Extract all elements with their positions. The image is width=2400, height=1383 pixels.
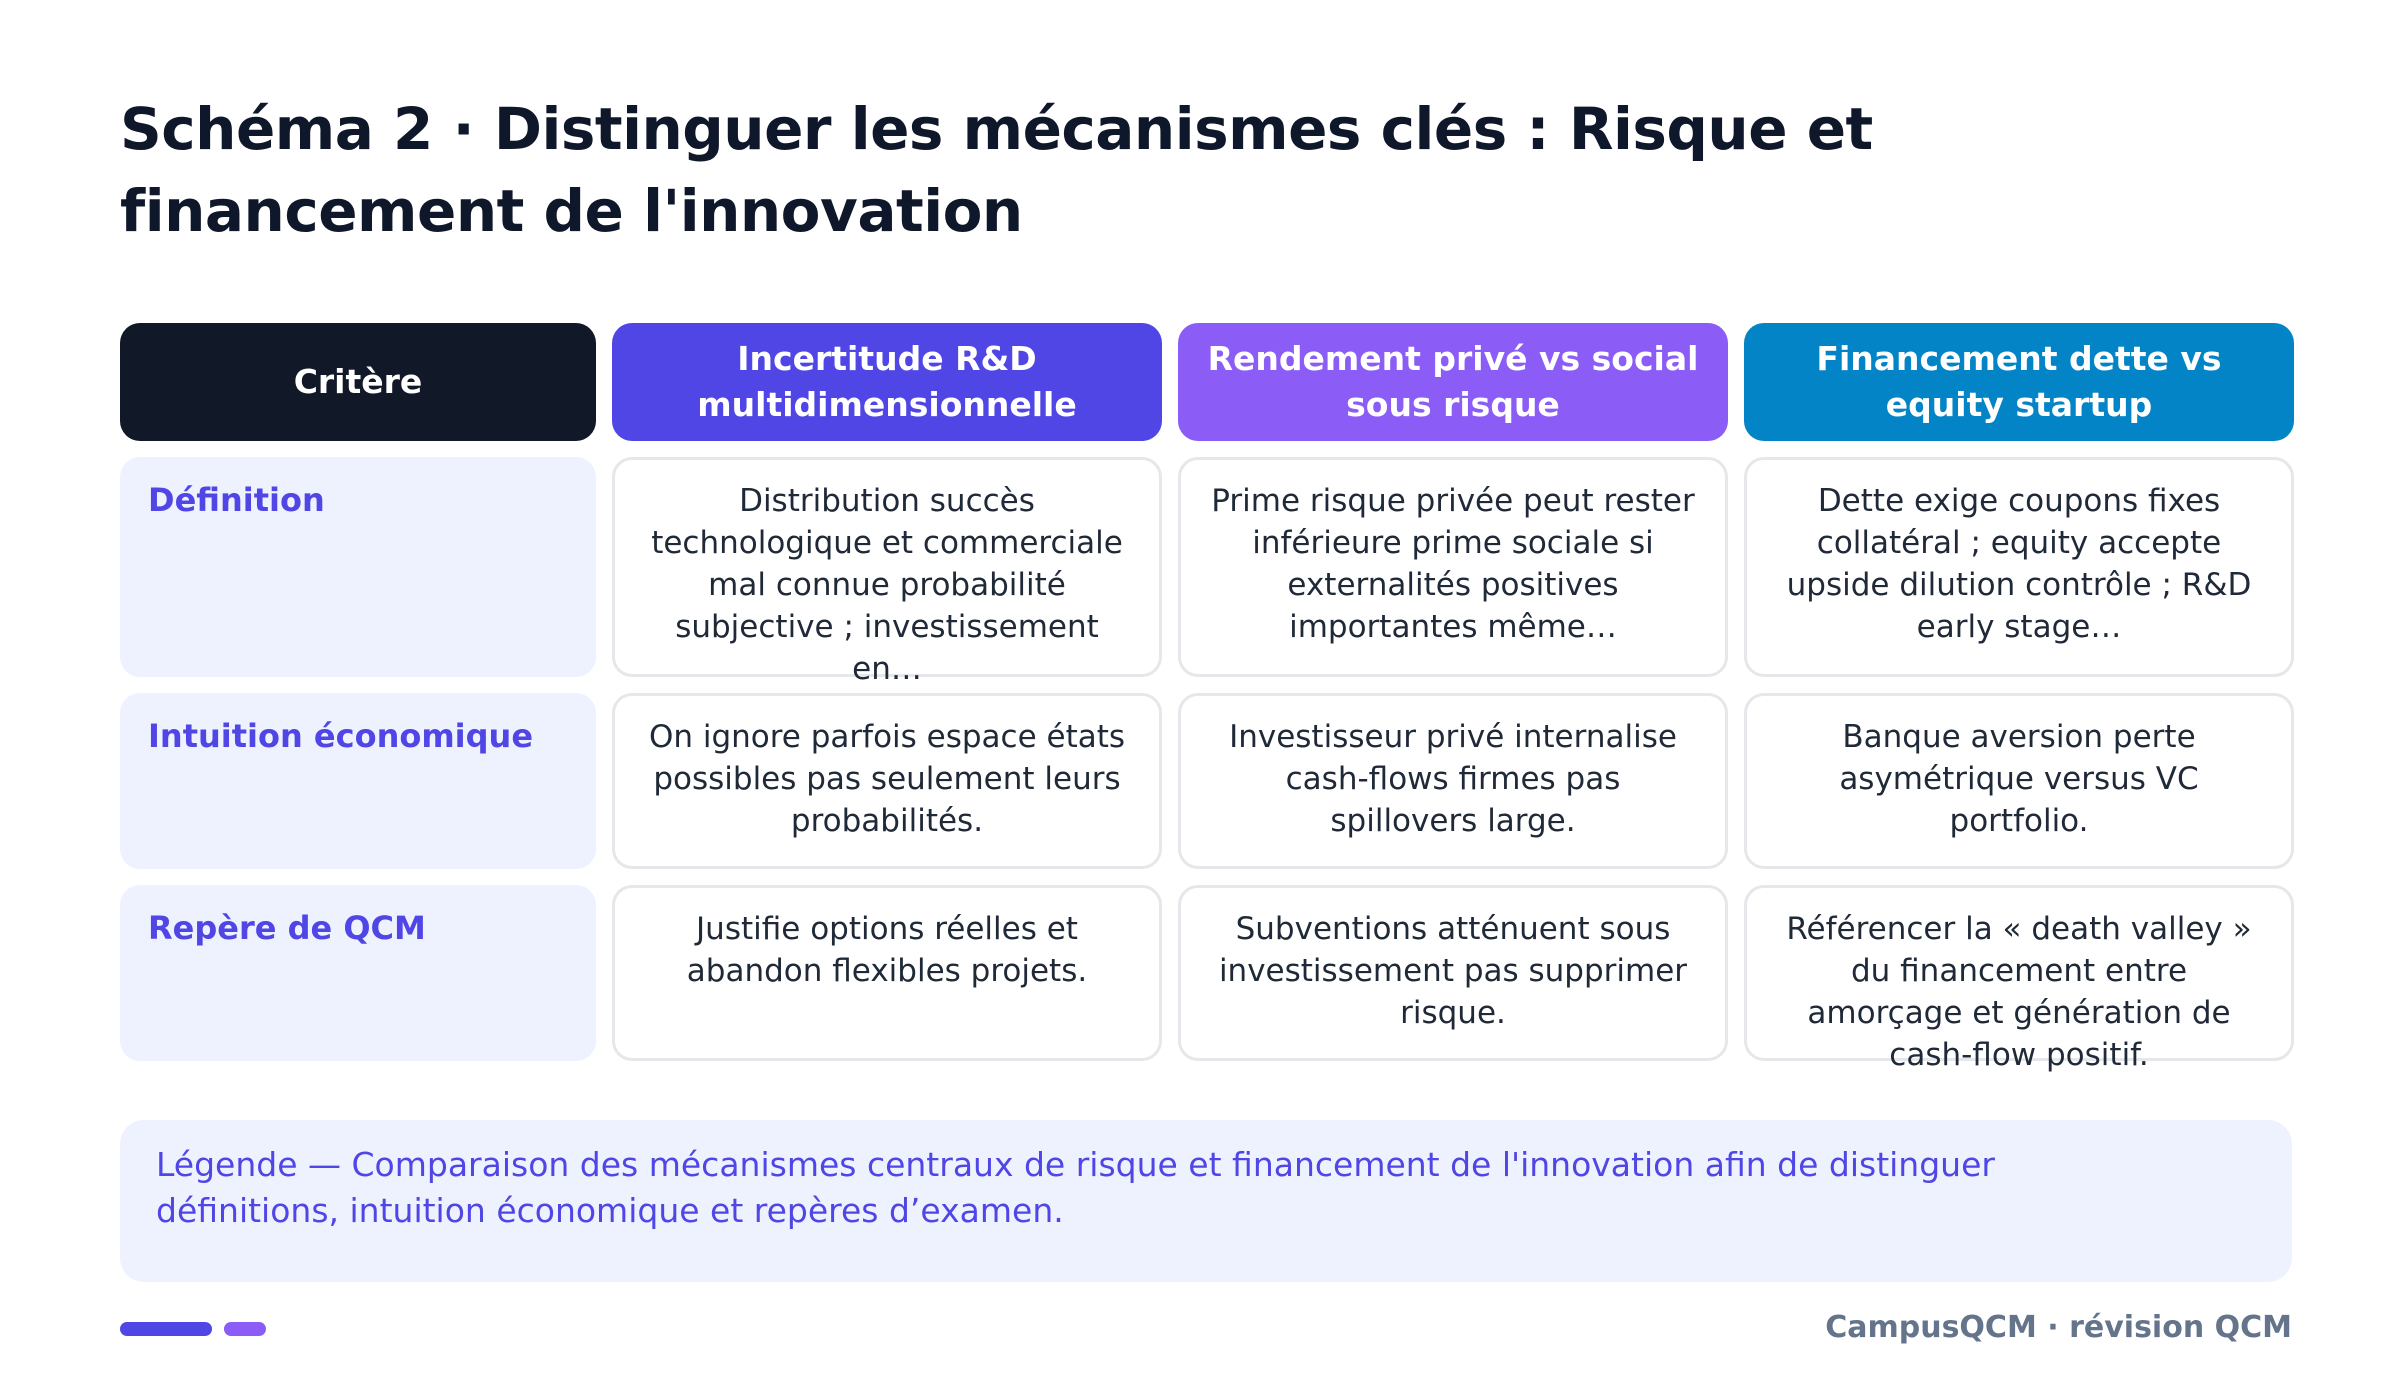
row-label-intuition: Intuition économique — [120, 693, 596, 869]
legend-box — [120, 1120, 2292, 1282]
header-criterion: Critère — [120, 323, 596, 441]
accent-bar-primary — [120, 1322, 212, 1336]
header-debt-equity-financing: Financement dette vs equity startup — [1744, 323, 2294, 441]
row-label-qcm: Repère de QCM — [120, 885, 596, 1061]
footer-brand: CampusQCM · révision QCM — [1825, 1310, 2292, 1345]
header-rd-uncertainty: Incertitude R&D multidimensionnelle — [612, 323, 1162, 441]
cell-definition-return: Prime risque privée peut rester inférieure prime sociale si externalités positives importantes même… — [1178, 457, 1728, 677]
cell-qcm-financing: Référencer la « death valley » du financement entre amorçage et génération de cash-flow positif. — [1744, 885, 2294, 1061]
cell-intuition-return: Investisseur privé internalise cash-flows firmes pas spillovers large. — [1178, 693, 1728, 869]
cell-qcm-return: Subventions atténuent sous investissement pas supprimer risque. — [1178, 885, 1728, 1061]
cell-intuition-rd: On ignore parfois espace états possibles pas seulement leurs probabilités. — [612, 693, 1162, 869]
legend-text: Légende — Comparaison des mécanismes centraux de risque et financement de l'innovation afin de distinguer définitions, intuition économique et repères d’examen. — [156, 1145, 1995, 1230]
header-private-social-return: Rendement privé vs social sous risque — [1178, 323, 1728, 441]
cell-definition-rd: Distribution succès technologique et commerciale mal connue probabilité subjective ; investissement en… — [612, 457, 1162, 677]
page-title: Schéma 2 · Distinguer les mécanismes clés : Risque et financement de l'innovation — [120, 95, 1873, 245]
accent-bar-secondary — [224, 1322, 266, 1336]
cell-definition-financing: Dette exige coupons fixes collatéral ; equity accepte upside dilution contrôle ; R&D early stage… — [1744, 457, 2294, 677]
row-label-definition: Définition — [120, 457, 596, 677]
comparison-table — [120, 323, 2284, 1073]
cell-intuition-financing: Banque aversion perte asymétrique versus VC portfolio. — [1744, 693, 2294, 869]
cell-qcm-rd: Justifie options réelles et abandon flexibles projets. — [612, 885, 1162, 1061]
